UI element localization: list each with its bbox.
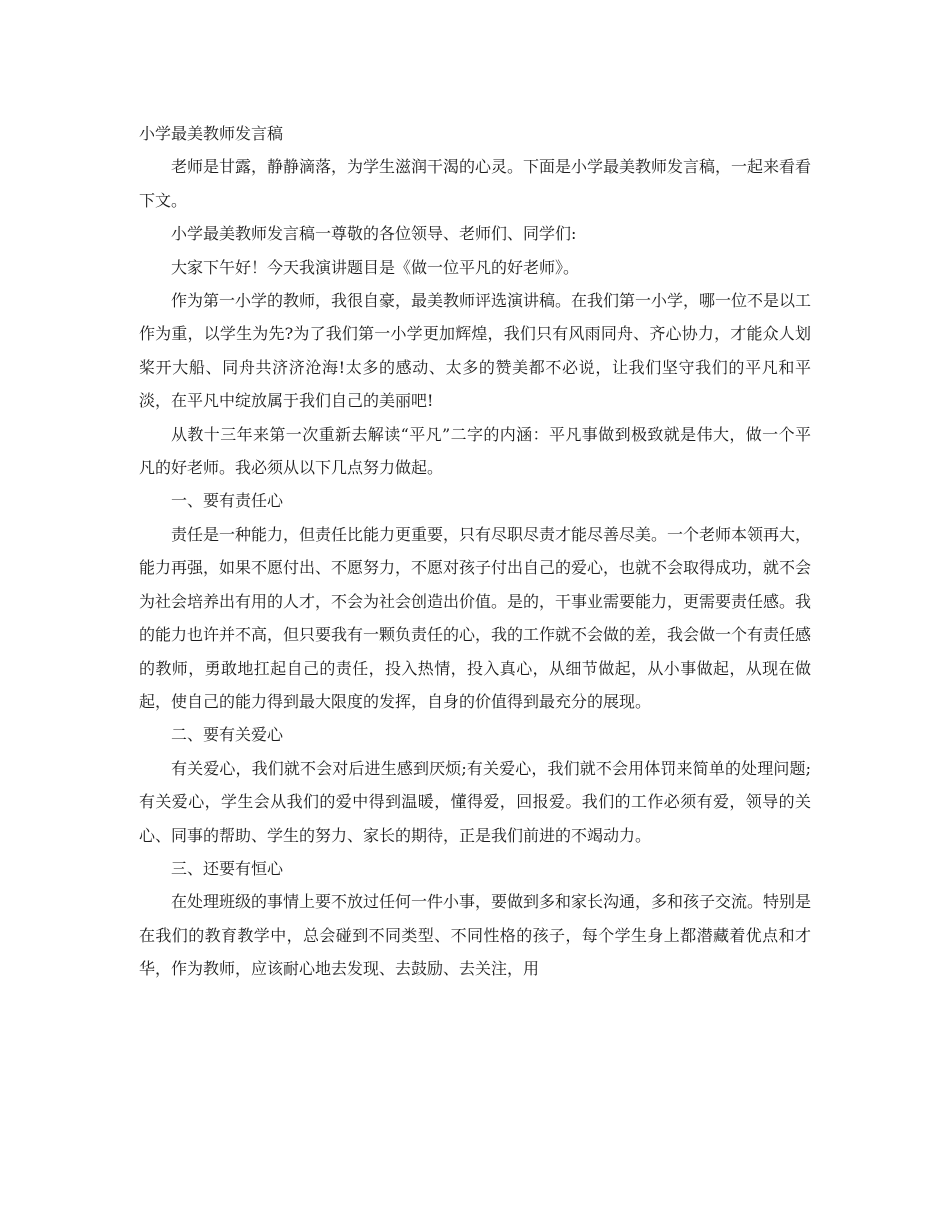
section-heading-perseverance: 三、还要有恒心 xyxy=(171,858,284,878)
document-title: 小学最美教师发言稿 xyxy=(139,124,284,143)
section-heading-care: 二、要有关爱心 xyxy=(171,725,284,745)
paragraph-salutation: 小学最美教师发言稿一尊敬的各位领导、老师们、同学们: xyxy=(171,224,577,244)
paragraph-perseverance: 在处理班级的事情上要不放过任何一件小事，要做到多和家长沟通，多和孩子交流。特别是在我们的教育教学中，总会碰到不同类型、不同性格的孩子，每个学生身上都潜藏着优点和才华，作为教师，应该耐心地去发现、去鼓励、去关注，用 xyxy=(139,892,812,979)
paragraph-responsibility: 责任是一种能力，但责任比能力更重要，只有尽职尽责才能尽善尽美。一个老师本领再大，能力再强，如果不愿付出、不愿努力，不愿对孩子付出自己的爱心，也就不会取得成功，就不会为社会培养出有用的人才，不会为社会创造出价值。是的，干事业需要能力，更需要责任感。我的能力也许并不高，但只要我有一颗负责任的心，我的工作就不会做的差，我会做一个有责任感的教师，勇敢地扛起自己的责任，投入热情，投入真心，从细节做起，从小事做起，从现在做起，使自己的能力得到最大限度的发挥，自身的价值得到最充分的展现。 xyxy=(139,524,812,711)
paragraph-greeting: 大家下午好！今天我演讲题目是《做一位平凡的好老师》。 xyxy=(171,257,580,277)
paragraph-intro: 老师是甘露，静静滴落，为学生滋润干渴的心灵。下面是小学最美教师发言稿，一起来看看下文。 xyxy=(139,157,812,210)
section-heading-responsibility: 一、要有责任心 xyxy=(171,491,284,511)
document-body xyxy=(139,117,811,986)
paragraph-pride: 作为第一小学的教师，我很自豪，最美教师评选演讲稿。在我们第一小学，哪一位不是以工作为重，以学生为先?为了我们第一小学更加辉煌，我们只有风雨同舟、齐心协力，才能众人划桨开大船、同舟共济济沧海!太多的感动、太多的赞美都不必说，让我们坚守我们的平凡和平淡，在平凡中绽放属于我们自己的美丽吧! xyxy=(139,291,812,411)
paragraph-care: 有关爱心，我们就不会对后进生感到厌烦;有关爱心，我们就不会用体罚来简单的处理问题;有关爱心，学生会从我们的爱中得到温暖，懂得爱，回报爱。我们的工作必须有爱，领导的关心、同事的帮助、学生的努力、家长的期待，正是我们前进的不竭动力。 xyxy=(139,758,811,845)
paragraph-meaning: 从教十三年来第一次重新去解读“平凡”二字的内涵：平凡事做到极致就是伟大，做一个平凡的好老师。我必须从以下几点努力做起。 xyxy=(139,424,811,478)
